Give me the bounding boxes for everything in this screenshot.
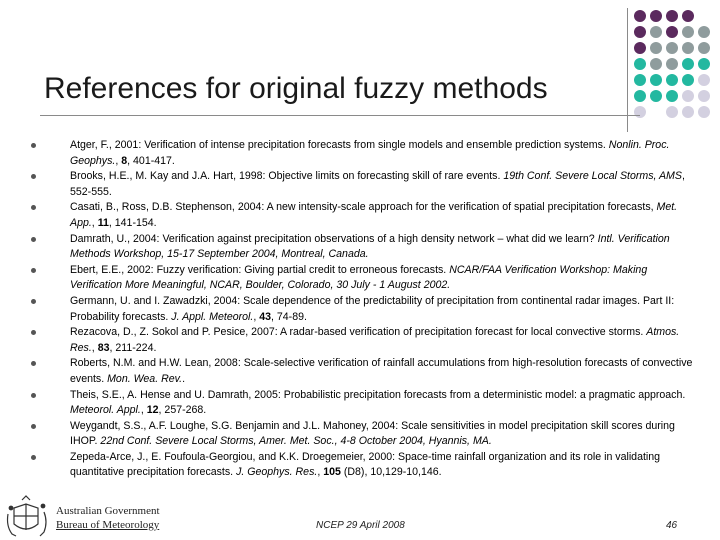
reference-text: Damrath, U., 2004: Verification against precipitation observations of a high density network – what did we learn?: [70, 232, 598, 245]
slide-title: References for original fuzzy methods: [44, 72, 548, 105]
reference-punct: ,: [140, 404, 147, 417]
reference-source: Met. App.: [70, 201, 678, 229]
bullet-icon: [31, 174, 36, 179]
decorative-dot: [634, 106, 646, 118]
reference-item: [28, 200, 693, 231]
bullet-icon: [31, 330, 36, 335]
footer-text: NCEP 29 April 2008: [316, 520, 405, 531]
decorative-dot: [698, 74, 710, 86]
page-number: 46: [666, 520, 678, 531]
reference-text: Brooks, H.E., M. Kay and J.A. Hart, 1998: Objective limits on forecasting skill of rare events.: [70, 170, 504, 183]
decorative-dot: [650, 74, 662, 86]
decorative-dot: [682, 10, 694, 22]
reference-source: Nonlin. Proc. Geophys.: [70, 139, 670, 167]
reference-volume: 8: [121, 154, 128, 167]
decorative-dot: [634, 74, 646, 86]
reference-volume: 105: [323, 466, 341, 479]
bullet-icon: [31, 424, 36, 429]
reference-text: Roberts, N.M. and H.W. Lean, 2008: Scale-selective verification of rainfall accumulations from high-resolution forecasts of convective events.: [70, 357, 693, 385]
decorative-dot: [698, 58, 710, 70]
decorative-dot: [698, 26, 710, 38]
reference-source: NCAR/FAA Verification Workshop: Making Verification More Meaningful, NCAR, Boulder, Colorado, 30 July - 1 August 2002.: [70, 263, 648, 292]
decorative-dot: [650, 90, 662, 102]
reference-list: [28, 138, 693, 481]
reference-pages: , 257-268.: [158, 404, 207, 417]
reference-item: [28, 232, 693, 263]
reference-volume: 83: [97, 341, 110, 354]
reference-punct: ,: [317, 466, 324, 479]
decorative-dot: [634, 10, 646, 22]
decorative-dot: [634, 42, 646, 54]
decorative-dot: [666, 42, 678, 54]
decorative-dot: [682, 90, 694, 102]
decorative-dot: [650, 58, 662, 70]
bullet-icon: [31, 299, 36, 304]
reference-source: 19th Conf. Severe Local Storms, AMS: [503, 170, 682, 183]
decorative-dot: [698, 42, 710, 54]
decorative-dot: [666, 10, 678, 22]
bullet-icon: [31, 237, 36, 242]
bullet-icon: [31, 455, 36, 460]
reference-text: Atger, F., 2001: Verification of intense precipitation forecasts from single models and ensemble prediction systems.: [70, 139, 609, 151]
logo-line-1: Australian Government: [56, 505, 160, 517]
reference-punct: , 552-555.: [70, 170, 685, 198]
title-underline: [40, 115, 640, 116]
reference-item: [28, 325, 693, 356]
coat-of-arms-icon: [4, 494, 50, 540]
decorative-dot: [634, 90, 646, 102]
bullet-icon: [31, 393, 36, 398]
decorative-dot: [634, 26, 646, 38]
reference-source: Mon. Wea. Rev.: [107, 372, 183, 385]
reference-item: [28, 356, 693, 387]
reference-volume: 43: [259, 310, 272, 323]
reference-pages: , 401-417.: [127, 154, 175, 167]
decorative-dot: [666, 58, 678, 70]
decorative-dot: [650, 42, 662, 54]
reference-item: [28, 169, 693, 200]
logo-line-2: Bureau of Meteorology: [56, 519, 160, 531]
reference-item: [28, 263, 693, 294]
bureau-logo-text: [56, 504, 160, 532]
decorative-dot: [698, 90, 710, 102]
vertical-rule: [627, 8, 628, 132]
reference-source: J. Geophys. Res.: [236, 466, 318, 479]
reference-item: [28, 388, 693, 419]
bullet-icon: [31, 268, 36, 273]
reference-text: Germann, U. and I. Zawadzki, 2004: Scale dependence of the predictability of precipitation from continental radar images. Part II: Probability forecasts.: [70, 294, 675, 323]
reference-item: [28, 450, 693, 481]
decorative-dot: [666, 74, 678, 86]
reference-text: Rezacova, D., Z. Sokol and P. Pesice, 2007: A radar-based verification of precipitation forecast for local convective storms.: [70, 326, 647, 339]
reference-pages: , 74-89.: [271, 310, 307, 323]
reference-item: [28, 138, 693, 169]
reference-text: Casati, B., Ross, D.B. Stephenson, 2004: A new intensity-scale approach for the verification of spatial precipitation forecasts,: [70, 201, 657, 214]
reference-source: Intl. Verification Methods Workshop, 15-17 September 2004, Montreal, Canada.: [70, 232, 670, 261]
decorative-dot: [698, 106, 710, 118]
decorative-dot: [650, 26, 662, 38]
reference-source: J. Appl. Meteorol.: [171, 310, 254, 323]
decorative-dot: [666, 106, 678, 118]
bullet-icon: [31, 361, 36, 366]
decorative-dot: [650, 10, 662, 22]
reference-punct: ,: [91, 216, 98, 229]
decorative-dot: [682, 42, 694, 54]
reference-item: [28, 294, 693, 325]
reference-pages: , 211-224.: [109, 341, 157, 354]
reference-text: Theis, S.E., A. Hense and U. Damrath, 2005: Probabilistic precipitation forecasts from a deterministic model: a pragmatic approach.: [70, 388, 686, 401]
reference-pages: (D8), 10,129-10,146.: [340, 466, 442, 479]
decorative-dot: [682, 106, 694, 118]
bullet-icon: [31, 205, 36, 210]
decorative-dot: [682, 58, 694, 70]
decorative-dot: [634, 58, 646, 70]
reference-item: [28, 419, 693, 450]
reference-text: Ebert, E.E., 2002: Fuzzy verification: Giving partial credit to erroneous forecasts.: [70, 263, 450, 276]
decorative-dot: [682, 74, 694, 86]
reference-pages: , 141-154.: [108, 216, 157, 229]
reference-punct: .: [182, 372, 186, 385]
reference-text: Weygandt, S.S., A.F. Loughe, S.G. Benjamin and J.L. Mahoney, 2004: Scale sensitivities in model precipitation skill scores during IHOP.: [70, 419, 675, 448]
reference-volume: 12: [146, 404, 159, 417]
reference-source: Meteorol. Appl.: [70, 404, 141, 417]
reference-source: Atmos. Res.: [70, 326, 680, 354]
decorative-dot: [666, 90, 678, 102]
reference-text: Zepeda-Arce, J., E. Foufoula-Georgiou, and K.K. Droegemeier, 2000: Space-time rainfall organization and its role in validating quantitative precipitation forecasts.: [70, 450, 661, 479]
reference-volume: 11: [97, 216, 109, 229]
decorative-dot: [682, 26, 694, 38]
reference-source: 22nd Conf. Severe Local Storms, Amer. Met. Soc., 4-8 October 2004, Hyannis, MA.: [100, 435, 492, 448]
reference-punct: ,: [253, 310, 260, 323]
reference-punct: ,: [115, 154, 122, 167]
decorative-dot: [666, 26, 678, 38]
bullet-icon: [31, 143, 36, 148]
reference-punct: ,: [91, 341, 98, 354]
